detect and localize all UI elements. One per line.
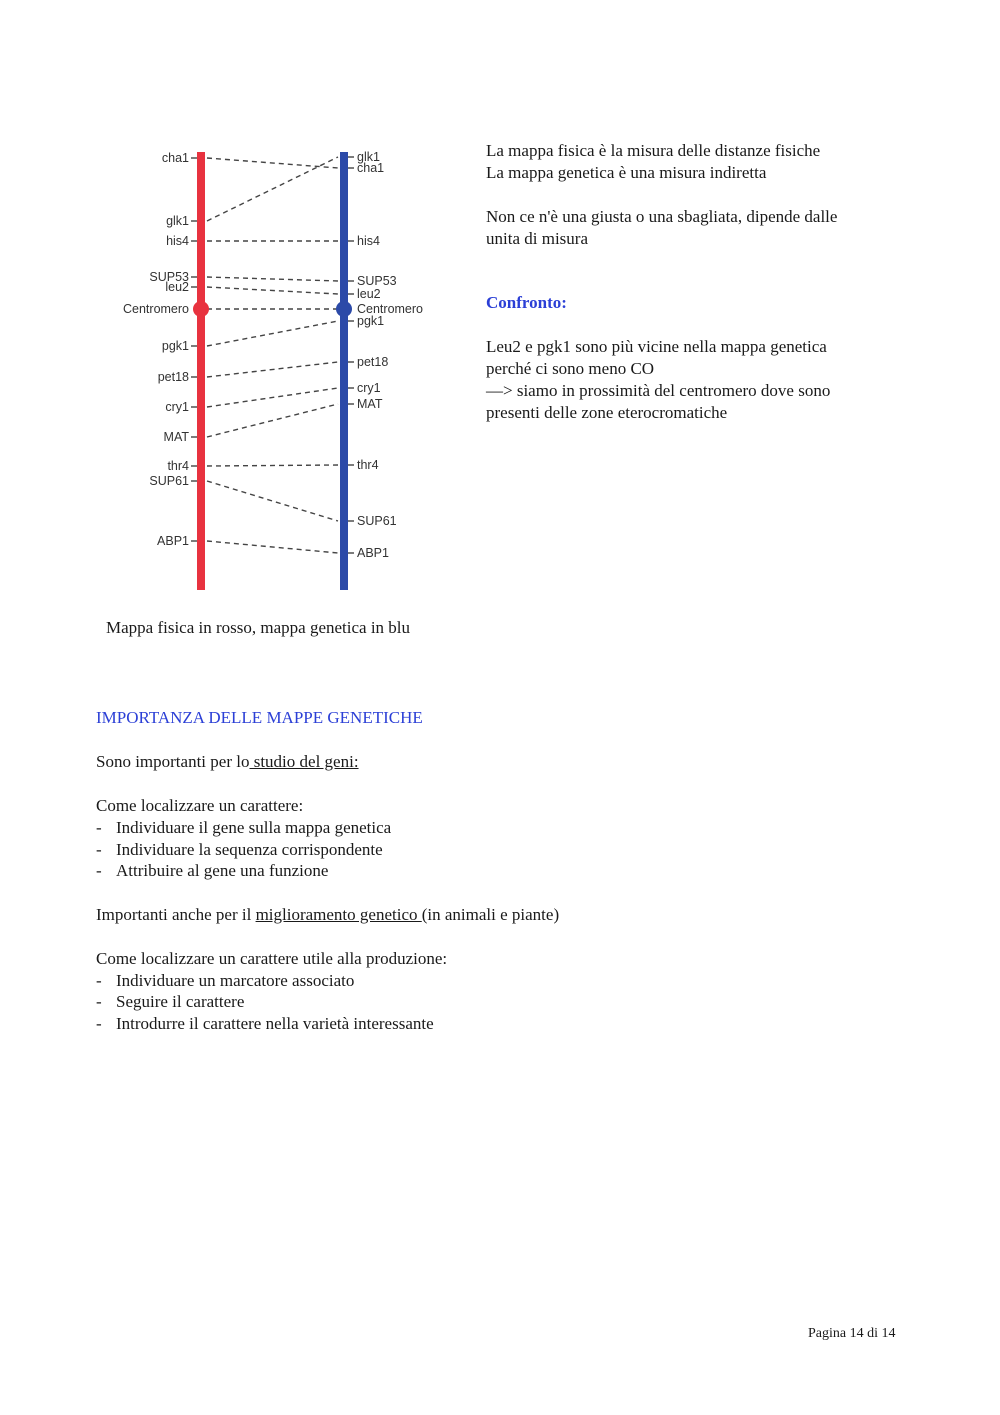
physical-marker-label: glk1	[166, 214, 189, 228]
genetic-marker-label: cry1	[357, 381, 381, 395]
intro-prefix: Sono importanti per lo	[96, 752, 250, 771]
physical-marker-label: SUP53	[149, 270, 189, 284]
physical-chromosome-bar	[197, 152, 205, 590]
genetic-marker-label: leu2	[357, 287, 381, 301]
figure-caption: Mappa fisica in rosso, mappa genetica in blu	[106, 618, 411, 637]
text-line: presenti delle zone eterocromatiche	[486, 403, 728, 422]
physical-marker-label: Centromero	[123, 302, 189, 316]
genetic-marker-label: SUP53	[357, 274, 397, 288]
physical-marker-label: SUP61	[149, 474, 189, 488]
connector-line	[207, 541, 338, 553]
list2	[96, 970, 559, 1035]
connector-line	[207, 158, 338, 168]
intro-line	[96, 751, 559, 773]
genetic-marker-label: SUP61	[357, 514, 397, 528]
improvement-line: Importanti anche per il miglioramento genetico (in animali e piante)	[96, 904, 560, 924]
dash-bullet: -	[96, 839, 102, 859]
connector-line	[207, 287, 338, 294]
genetic-chromosome-bar	[340, 152, 348, 590]
text-line: —> siamo in prossimità del centromero dove sono	[486, 381, 831, 400]
genetic-marker-label: MAT	[357, 397, 383, 411]
list-item: - Individuare un marcatore associato	[96, 970, 355, 990]
connector-line	[207, 465, 338, 466]
dash-bullet: -	[96, 992, 102, 1011]
dash-bullet: -	[96, 970, 102, 990]
genetic-marker-label: his4	[357, 234, 380, 248]
dash-bullet: -	[96, 861, 102, 880]
connector-line	[207, 362, 338, 377]
physical-marker-label: leu2	[165, 280, 189, 294]
list1-title: Come localizzare un carattere:	[96, 796, 304, 815]
genetic-marker-label: glk1	[357, 150, 380, 164]
list-item: - Individuare la sequenza corrispondente	[96, 839, 383, 859]
text-line: La mappa fisica è la misura delle distanze fisiche	[486, 141, 821, 160]
text-line: Leu2 e pgk1 sono più vicine nella mappa genetica	[486, 337, 827, 356]
genetic-marker-label: Centromero	[357, 302, 423, 316]
physical-marker-label: pgk1	[161, 339, 189, 353]
confronto-heading: Confronto:	[486, 293, 567, 312]
physical-marker-label: cha1	[161, 151, 189, 165]
list-item: - Seguire il carattere	[96, 992, 245, 1011]
dash-bullet: -	[96, 818, 102, 837]
chromosome-map-diagram	[100, 140, 440, 595]
list2-title: Come localizzare un carattere utile alla produzione:	[96, 948, 448, 968]
text-line: unita di misura	[486, 229, 588, 248]
connector-line	[207, 481, 338, 521]
explanation-block	[486, 140, 837, 424]
physical-marker-label: pet18	[157, 370, 189, 384]
text-line: La mappa genetica è una misura indiretta	[486, 163, 767, 182]
physical-marker-label: cry1	[165, 400, 189, 414]
connector-line	[207, 404, 338, 437]
list-item: - Individuare il gene sulla mappa genetica	[96, 818, 392, 837]
physical-marker-label: thr4	[167, 459, 189, 473]
genetic-marker-label: cha1	[357, 161, 385, 175]
list-item: - Attribuire al gene una funzione	[96, 861, 329, 880]
genetic-marker-label: ABP1	[357, 546, 389, 560]
connector-line	[207, 388, 338, 407]
page-footer: Pagina 14 di 14	[808, 1326, 896, 1341]
genetic-marker-label: thr4	[357, 458, 379, 472]
physical-marker-label: MAT	[163, 430, 189, 444]
connector-line	[207, 277, 338, 281]
text-line: perché ci sono meno CO	[486, 359, 655, 378]
intro-underlined: studio del geni:	[249, 752, 359, 771]
dash-bullet: -	[96, 1013, 102, 1033]
genetic-marker-label: pgk1	[357, 314, 385, 328]
text-line: Non ce n'è una giusta o una sbagliata, dipende dalle	[486, 207, 838, 226]
list1	[96, 817, 559, 882]
physical-marker-label: ABP1	[157, 534, 189, 548]
section-title: IMPORTANZA DELLE MAPPE GENETICHE	[96, 708, 423, 727]
physical-centromere	[193, 301, 209, 317]
importance-section	[96, 707, 559, 1034]
physical-marker-label: his4	[166, 234, 189, 248]
list-item: - Introdurre il carattere nella varietà interessante	[96, 1013, 434, 1033]
genetic-centromere	[336, 301, 352, 317]
genetic-marker-label: pet18	[357, 355, 389, 369]
improvement-underlined: miglioramento genetico	[255, 904, 422, 924]
connector-line	[207, 321, 338, 346]
